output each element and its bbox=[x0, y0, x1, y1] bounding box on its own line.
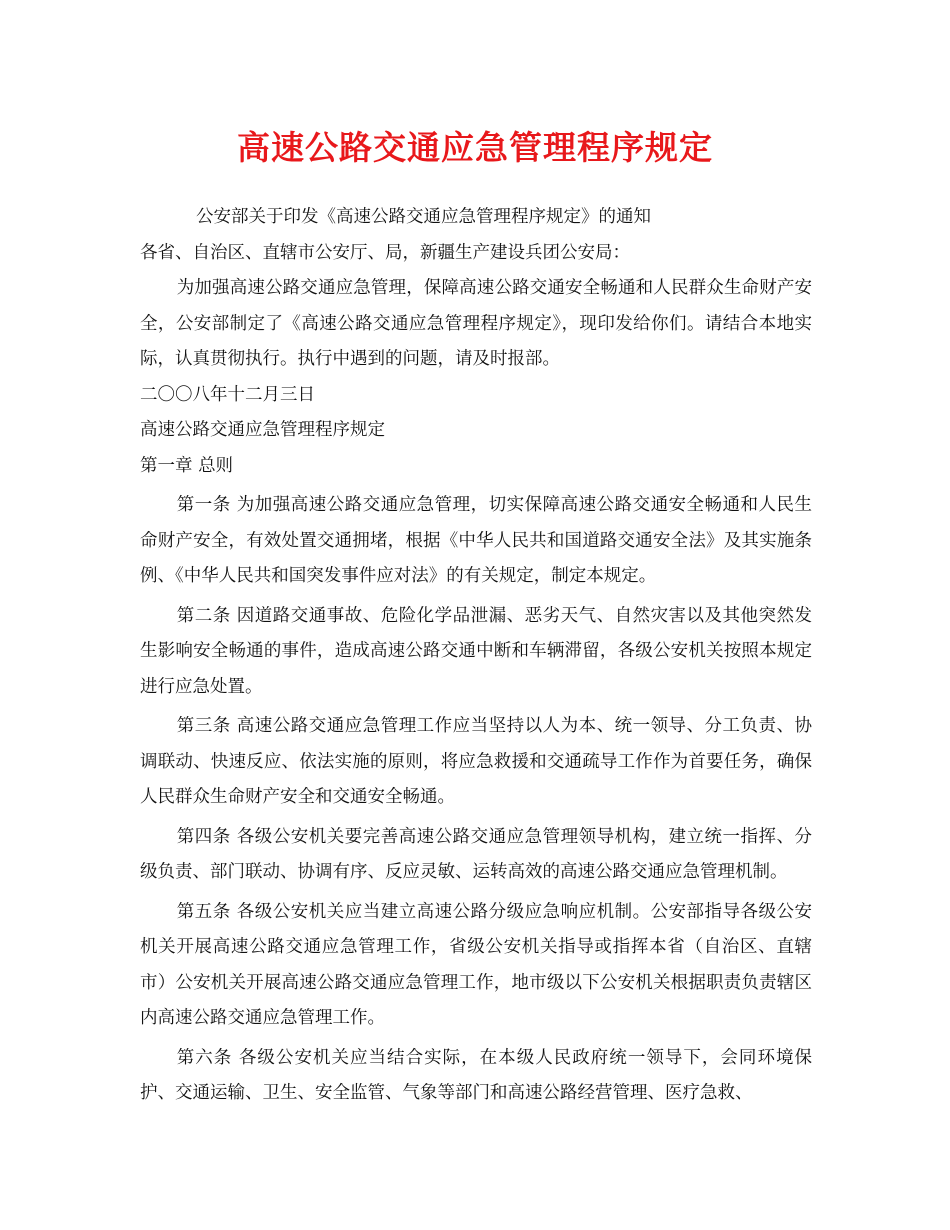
article-2: 第二条 因道路交通事故、危险化学品泄漏、恶劣天气、自然灾害以及其他突然发生影响安全畅通的事件，造成高速公路交通中断和车辆滞留，各级公安机关按照本规定进行应急处置。 bbox=[140, 605, 812, 697]
article-4: 第四条 各级公安机关要完善高速公路交通应急管理领导机构，建立统一指挥、分级负责、部门联动、协调有序、反应灵敏、运转高效的高速公路交通应急管理机制。 bbox=[140, 826, 812, 882]
regulation-title: 高速公路交通应急管理程序规定 bbox=[140, 420, 385, 440]
article-5: 第五条 各级公安机关应当建立高速公路分级应急响应机制。公安部指导各级公安机关开展高速公路交通应急管理工作，省级公安机关指导或指挥本省（自治区、直辖市）公安机关开展高速公路交通应急管理工作，地市级以下公安机关根据职责负责辖区内高速公路交通应急管理工作。 bbox=[140, 901, 812, 1028]
issue-date: 二〇〇八年十二月三日 bbox=[140, 384, 315, 405]
recipients-line: 各省、自治区、直辖市公安厅、局，新疆生产建设兵团公安局： bbox=[140, 242, 630, 263]
chapter-heading: 第一章 总则 bbox=[140, 455, 234, 476]
document-title: 高速公路交通应急管理程序规定 bbox=[237, 128, 713, 167]
notice-heading: 公安部关于印发《高速公路交通应急管理程序规定》的通知 bbox=[196, 207, 651, 227]
document-body bbox=[140, 200, 812, 1112]
article-6: 第六条 各级公安机关应当结合实际，在本级人民政府统一领导下，会同环境保护、交通运输、卫生、安全监管、气象等部门和高速公路经营管理、医疗急救、 bbox=[140, 1047, 812, 1103]
article-3: 第三条 高速公路交通应急管理工作应当坚持以人为本、统一领导、分工负责、协调联动、快速反应、依法实施的原则，将应急救援和交通疏导工作作为首要任务，确保人民群众生命财产安全和交通安全畅通。 bbox=[140, 716, 812, 807]
notice-body: 为加强高速公路交通应急管理，保障高速公路交通安全畅通和人民群众生命财产安全，公安部制定了《高速公路交通应急管理程序规定》，现印发给你们。请结合本地实际，认真贯彻执行。执行中遇到的问题，请及时报部。 bbox=[140, 278, 812, 369]
article-1: 第一条 为加强高速公路交通应急管理，切实保障高速公路交通安全畅通和人民生命财产安全，有效处置交通拥堵，根据《中华人民共和国道路交通安全法》及其实施条例、《中华人民共和国突发事件应对法》的有关规定，制定本规定。 bbox=[140, 495, 812, 586]
